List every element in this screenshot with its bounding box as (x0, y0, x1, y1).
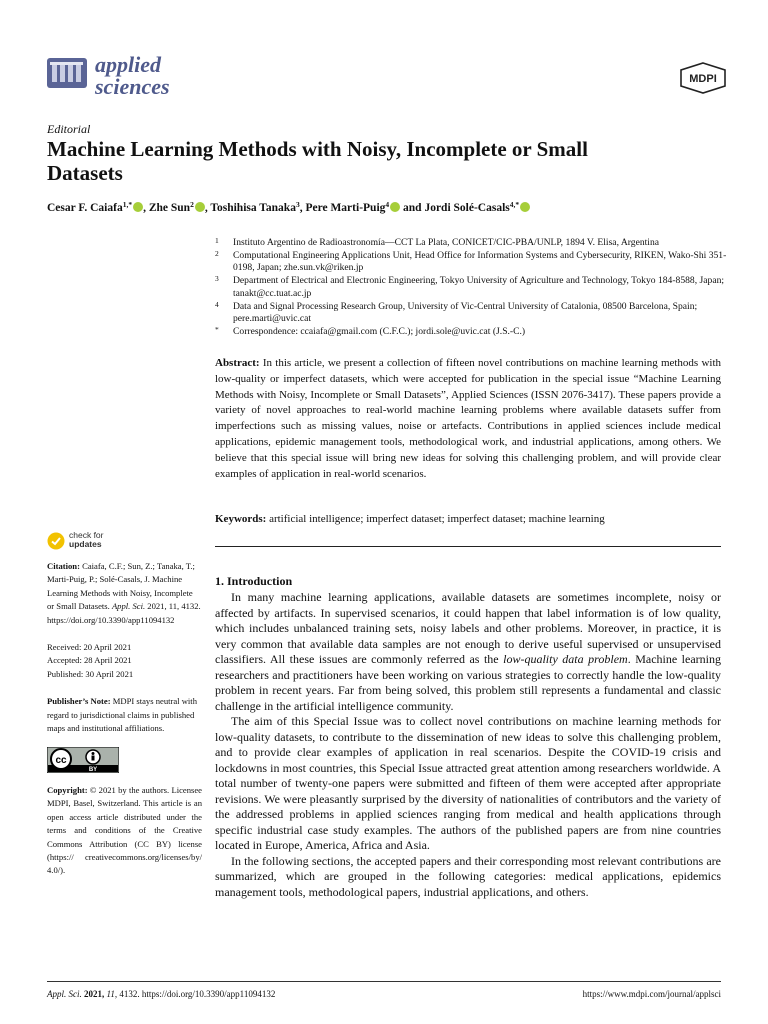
paragraph: The aim of this Special Issue was to collect novel contributions on machine learning methods for low-quality datasets, to contribute to the dissemination of new ideas to solve this challenging problem, and to provide clear examples of application in real scenarios. Despite the COVID-19 crisis and lockdowns in most countries, this Special Issue attracted great attention among researchers worldwide. A total number of twenty-one papers were submitted and fifteen of them were accepted after appropriate revisions. We were pleasantly surprised by the diversity of nationalities of contributors and the variety of the addressed problems in applied sciences ranging from medical and health applications through specific industrial case study examples. The authors of the published papers are from nine countries located in Europe, America, Africa and Asia. (215, 714, 721, 852)
author-name: Jordi Solé-Casals (424, 202, 510, 214)
affiliation-item (215, 250, 730, 275)
author-affiliation: 2 (190, 200, 194, 209)
affiliation-number: 2 (215, 248, 219, 258)
paragraph-text: In many machine learning applications, available datasets are sometimes incomplete, noisy or affected by artifacts. In supervised scenarios, it could happen that label information is of low quality, which includes unbalanced training sets, noisy labels and other problems. Moreover, in practice, it is very common that available data samples are not enough to derive useful supervised or unsupervised classifiers. All these issues are commonly referred as the (215, 590, 721, 666)
accepted-date: Accepted: 28 April 2021 (47, 655, 132, 666)
copyright-text: © 2021 by the authors. Licensee MDPI, Basel, Switzerland. This article is an open access article distributed under the terms and conditions of the Creative Commons Attribution (CC BY) license (https:// creativecommons.org/licenses/by/ 4.0/). (47, 784, 202, 876)
divider (215, 546, 721, 547)
emphasis-text: low-quality data problem (503, 652, 628, 666)
affiliation-number: 3 (215, 274, 219, 284)
publishers-note (47, 695, 202, 735)
copyright-block (47, 784, 202, 878)
orcid-icon[interactable] (133, 202, 143, 212)
paragraph (215, 590, 721, 714)
orcid-icon[interactable] (390, 202, 400, 212)
received-date: Received: 20 April 2021 (47, 642, 132, 653)
check-for-updates-button[interactable] (47, 528, 202, 556)
check-line1: check for (69, 530, 104, 540)
affiliation-list (215, 237, 730, 339)
citation-label: Citation: (47, 561, 80, 571)
author-affiliation: 3 (295, 200, 300, 209)
cc-by-license-icon[interactable] (47, 747, 119, 773)
affiliation-item (215, 237, 730, 250)
orcid-icon[interactable] (520, 202, 530, 212)
author-affiliation: 4 (385, 200, 390, 209)
affiliation-number: * (215, 324, 219, 334)
affiliation-number: 1 (215, 236, 219, 245)
abstract-text: In this article, we present a collection of fifteen novel contributions on machine learning methods with low-quality or imperfect datasets, which were accepted for publication in the special issue “Machine Learning Methods with Noisy, Incomplete or Small Datasets”, Applied Sciences (ISSN 2076-3417). These papers provide a variety of novel approaches to real-world machine learning problems where available datasets suffer from imperfections such as missing values, noise or artefacts. Contributions in applied sciences include medical applications, epidemic management tools, methodological work, and industrial applications, among others. We believe that this special issue will bring new ideas for solving this challenging problem, and will provide clear examples of application in real-world scenarios. (215, 357, 722, 480)
journal-logo-icon (47, 58, 87, 88)
citation-block (47, 560, 202, 627)
affiliation-text: Department of Electrical and Electronic Engineering, Tokyo University of Agriculture and Technology, Tokyo 184-8588, Japan; tanakt@cc.tuat.ac.jp (233, 275, 725, 299)
check-line2: updates (69, 539, 102, 549)
orcid-icon[interactable] (195, 202, 205, 212)
article-title: Machine Learning Methods with Noisy, Incomplete or Small Datasets (47, 137, 588, 185)
footer-doi[interactable]: 4132. https://doi.org/10.3390/app11094132 (119, 989, 276, 999)
abstract-label: Abstract: (215, 357, 260, 369)
journal-name (95, 54, 170, 98)
paragraph-text: . Machine learning researchers and practitioners have been working on various strategies to correctly handle the low-quality problem in recent years. Far from being solved, this problem still represents a fundamental and classic challenge in the artificial intelligence community. (215, 652, 721, 713)
author-name: Zhe Sun (148, 202, 191, 214)
affiliation-text: Instituto Argentino de Radioastronomía—CCT La Plata, CONICET/CIC-PBA/UNLP, 1894 V. Elisa, Argentina (233, 237, 660, 248)
author-separator: and (400, 202, 425, 214)
citation-journal: Appl. Sci. (111, 601, 146, 612)
author-separator: , (143, 202, 149, 214)
section-heading: 1. Introduction (215, 574, 293, 588)
paragraph: In the following sections, the accepted papers and their corresponding most relevant contributions are summarized, which are grouped in the following categories: medical applications, epidemics management tools, methodological papers, industrial applications, and others. (215, 853, 721, 899)
publisher-name: MDPI (689, 73, 717, 85)
affiliation-item (215, 326, 730, 339)
copyright-label: Copyright: (47, 784, 88, 795)
affiliation-item (215, 301, 730, 326)
publishers-note-text: MDPI stays neutral with regard to jurisdictional claims in published maps and institutional affiliations. (47, 696, 197, 734)
author-separator: , (299, 202, 306, 214)
author-list (47, 202, 727, 214)
article-type: Editorial (47, 122, 91, 136)
author-name: Pere Marti-Puig (305, 202, 386, 214)
journal-name-line2: sciences (95, 74, 170, 99)
keywords-label: Keywords: (215, 513, 267, 525)
author-affiliation: 1,* (122, 200, 133, 209)
check-for-updates-label (69, 531, 104, 549)
keywords (215, 513, 721, 525)
journal-header (47, 54, 727, 106)
author-separator: , (204, 202, 211, 214)
author-name: Toshihisa Tanaka (210, 202, 296, 214)
author-affiliation: 4,* (509, 200, 520, 209)
publishers-note-label: Publisher’s Note: (47, 696, 111, 707)
published-date: Published: 30 April 2021 (47, 668, 134, 679)
affiliation-number: 4 (215, 299, 219, 309)
footer-year: 2021, (84, 989, 105, 999)
affiliation-text: Computational Engineering Applications Unit, Head Office for Information Systems and Cybersecurity, RIKEN, Wako-Shi 351-0198, Japan; zhe.sun.vk@riken.jp (233, 249, 727, 274)
journal-name-line1: applied (95, 52, 161, 77)
abstract (215, 356, 721, 482)
publisher-logo (679, 62, 727, 94)
footer-journal-url[interactable]: https://www.mdpi.com/journal/applsci (582, 989, 721, 999)
affiliation-text: Correspondence: ccaiafa@gmail.com (C.F.C.); jordi.sole@uvic.cat (J.S.-C.) (233, 325, 526, 337)
dates-block (47, 641, 202, 681)
footer-citation (47, 989, 275, 999)
check-for-updates-icon (47, 532, 65, 550)
cc-by-label: BY (88, 767, 98, 774)
footer-volume: 11, (106, 989, 118, 999)
footer-journal: Appl. Sci. (47, 989, 82, 999)
affiliation-item (215, 275, 730, 300)
keywords-text: artificial intelligence; imperfect dataset; imperfect dataset; machine learning (269, 513, 605, 525)
affiliation-text: Data and Signal Processing Research Group, University of Vic-Central University of Catalonia, 08500 Barcelona, Spain; pere.marti@uvic.cat (233, 300, 698, 325)
sidebar (47, 528, 202, 878)
mdpi-logo-icon (679, 62, 727, 94)
author-name: Cesar F. Caiafa (47, 202, 123, 214)
section-body (215, 590, 721, 900)
svg-text:cc: cc (55, 755, 67, 767)
citation-text: Caiafa, C.F.; Sun, Z.; Tanaka, T.; Marti-Puig, P.; Solé-Casals, J. Machine Learning Methods with Noisy, Incomplete or Small Datasets. (47, 561, 195, 612)
footer-divider (47, 981, 721, 982)
citation-doi[interactable]: 2021, 11, 4132. https://doi.org/10.3390/app11094132 (47, 601, 201, 625)
